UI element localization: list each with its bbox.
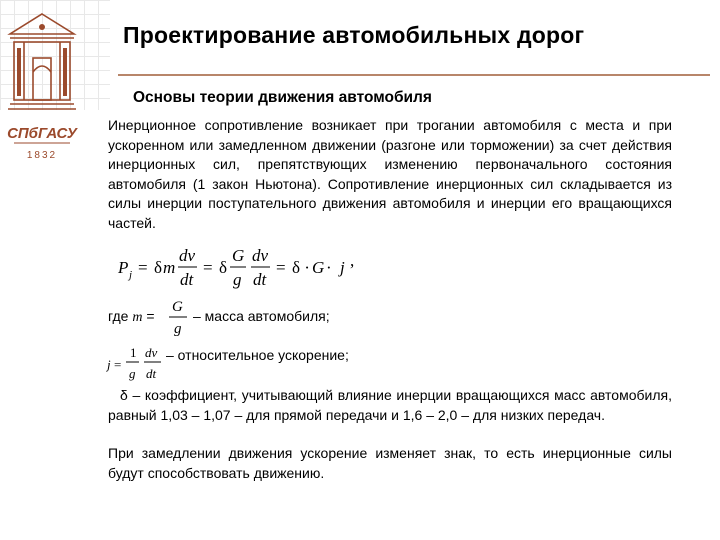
svg-text:dt: dt	[146, 366, 157, 381]
logo-wordmark: СПбГАСУ	[7, 125, 77, 142]
paragraph-deceleration: При замедлении движения ускорение изменяет знак, то есть инерционные силы будут способствовать движению.	[108, 445, 672, 481]
svg-text:G: G	[172, 299, 183, 315]
svg-text:dv: dv	[145, 345, 158, 360]
mass-description: – масса автомобиля;	[193, 308, 330, 324]
svg-text:j: j	[107, 357, 111, 372]
svg-text:dt: dt	[253, 270, 267, 289]
svg-text:1: 1	[130, 345, 137, 360]
mass-variable: m	[132, 310, 143, 325]
title-divider	[118, 74, 710, 76]
acceleration-description: – относительное ускорение;	[166, 347, 349, 363]
svg-text:dt: dt	[180, 270, 194, 289]
paragraph-delta-coefficient: δ – коэффициент, учитывающий влияние инерции вращающихся масс автомобиля, равный 1,03 – 1,07 – для прямой передачи и 1,6 – 2,0 – для низких передач.	[108, 387, 672, 423]
svg-text:G: G	[232, 246, 245, 265]
svg-text:g: g	[129, 366, 136, 381]
relative-acceleration-formula	[106, 342, 170, 388]
mass-fraction-G-over-g	[163, 296, 193, 338]
svg-text:δ: δ	[154, 258, 163, 277]
svg-text:δ: δ	[219, 258, 228, 277]
svg-text:P: P	[118, 258, 129, 277]
svg-text:j: j	[129, 269, 133, 281]
svg-text:dv: dv	[179, 246, 196, 265]
section-subtitle: Основы теории движения автомобиля	[133, 89, 432, 106]
svg-text:=: =	[114, 357, 122, 372]
where-label: где	[108, 308, 129, 324]
svg-text:·: ·	[326, 258, 332, 277]
svg-text:j: j	[340, 258, 345, 277]
university-logo	[6, 10, 78, 170]
svg-text:m: m	[163, 258, 176, 277]
svg-text:g: g	[233, 270, 242, 289]
svg-text:δ ·: δ ·	[292, 258, 310, 277]
where-clause	[108, 308, 155, 326]
svg-text:dv: dv	[252, 246, 269, 265]
paragraph-inertial-resistance: Инерционное сопротивление возникает при трогании автомобиля с места и при ускоренном или замедленном движении (разгоне или торможении) за счет действия инерционных сил, препятствующих изменению первоначального состояния автомобиля (1 закон Ньютона). Сопротивление инерционных сил складывается из силы инерции поступательного движения автомобиля и инерции его вращающихся частей.	[108, 117, 672, 231]
inertia-force-formula	[116, 244, 416, 292]
page-title: Проектирование автомобильных дорог	[123, 22, 585, 48]
where-equals: =	[142, 308, 155, 324]
svg-text:=: =	[203, 258, 213, 277]
svg-text:=: =	[138, 258, 148, 277]
svg-text:,: ,	[350, 251, 355, 270]
svg-text:G: G	[312, 258, 325, 277]
logo-year: 1832	[26, 150, 58, 161]
svg-text:g: g	[174, 321, 182, 337]
svg-text:=: =	[276, 258, 286, 277]
